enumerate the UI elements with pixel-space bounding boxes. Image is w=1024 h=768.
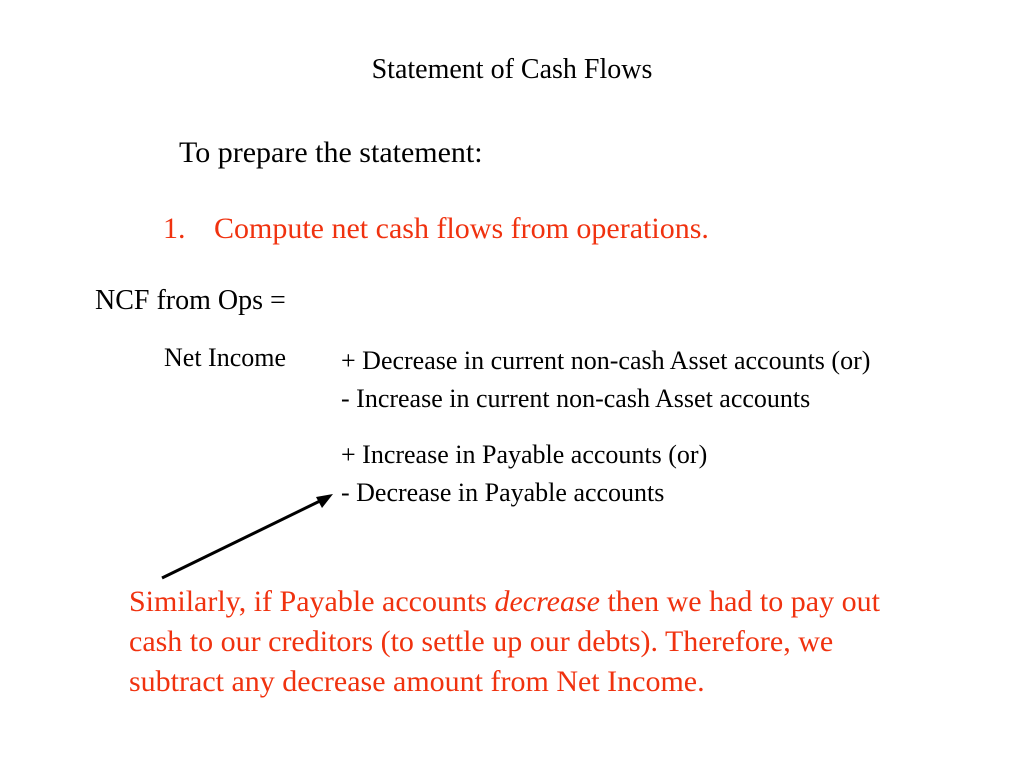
explanation-before: Similarly, if Payable accounts	[129, 585, 495, 618]
slide-title: Statement of Cash Flows	[371, 54, 653, 85]
asset-adjustment-add: + Decrease in current non-cash Asset accounts (or)	[341, 346, 871, 375]
step-text: Compute net cash flows from operations.	[214, 212, 709, 245]
step-number: 1.	[163, 212, 186, 245]
intro-text: To prepare the statement:	[179, 136, 483, 169]
explanation-emphasis: decrease	[494, 585, 600, 618]
asset-adjustment-subtract: - Increase in current non-cash Asset accounts	[341, 384, 811, 413]
payable-adjustment-subtract: - Decrease in Payable accounts	[341, 478, 665, 507]
net-income-label: Net Income	[164, 343, 287, 372]
explanation-text	[129, 582, 889, 702]
formula-label: NCF from Ops =	[95, 285, 286, 316]
explanation-after: then we had to pay out cash to our creditors (to settle up our debts). Therefore, we subtract any decrease amount from Net Income.	[129, 585, 880, 698]
payable-adjustment-add: + Increase in Payable accounts (or)	[341, 440, 708, 469]
